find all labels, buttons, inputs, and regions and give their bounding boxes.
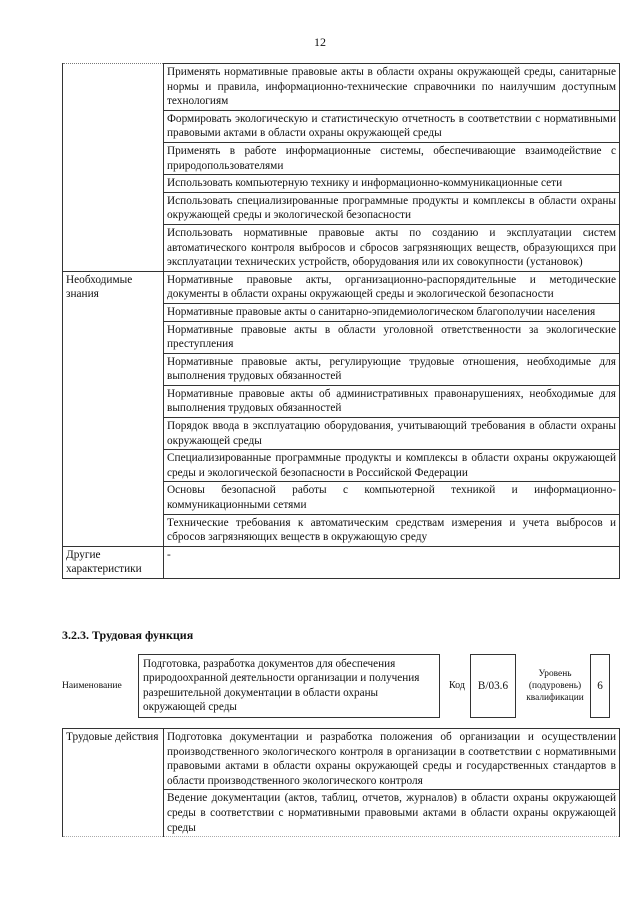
- level-value: 6: [591, 655, 610, 718]
- table-row: [63, 64, 620, 111]
- skill-cell: Использовать специализированные программные продукты и комплексы в области охраны окружающей среды и экологической безопасности: [164, 192, 620, 224]
- section-title: 3.2.3. Трудовая функция: [62, 628, 194, 642]
- knowledge-label: Необходимые знания: [63, 271, 164, 546]
- knowledge-cell: Порядок ввода в эксплуатацию оборудования, учитывающий требования в области охраны окружающей среды: [164, 418, 620, 450]
- skill-cell: Использовать компьютерную технику и информационно-коммуникационные сети: [164, 175, 620, 193]
- level-label: Уровень (подуровень) квалификации: [526, 668, 584, 703]
- code-value: B/03.6: [471, 655, 516, 718]
- function-header-table: [62, 654, 610, 718]
- knowledge-cell: Технические требования к автоматическим средствам измерения и учета выбросов и сбросов загрязняющих веществ в окружающую среду: [164, 514, 620, 546]
- action-cell: Ведение документации (актов, таблиц, отчетов, журналов) в области охраны окружающей среды в соответствии с нормативными правовыми актами в области охраны окружающей среды: [164, 790, 620, 837]
- knowledge-cell: Нормативные правовые акты об административных правонарушениях, необходимые для выполнения трудовых обязанностей: [164, 385, 620, 417]
- name-label: Наименование: [62, 680, 122, 692]
- skill-cell: Формировать экологическую и статистическую отчетность в соответствии с нормативными правовыми актами в области охраны окружающей среды: [164, 110, 620, 142]
- other-characteristics-label: Другие характеристики: [63, 546, 164, 578]
- requirements-table: [62, 63, 620, 579]
- actions-label: Трудовые действия: [63, 729, 164, 837]
- table-row: [63, 729, 620, 790]
- knowledge-cell: Нормативные правовые акты, регулирующие трудовые отношения, необходимые для выполнения трудовых обязанностей: [164, 353, 620, 385]
- action-cell: Подготовка документации и разработка положения об организации и осуществлении производственного экологического контроля в организации в соответствии с нормативными правовыми актами в области охраны окружающей среды и государственных стандартов в области производственного экологического контроля: [164, 729, 620, 790]
- page-number: 12: [314, 35, 326, 49]
- table-row: [63, 546, 620, 578]
- other-characteristics-value: -: [164, 546, 620, 578]
- empty-label-cell: [63, 64, 164, 272]
- actions-table: [62, 728, 620, 837]
- knowledge-cell: Нормативные правовые акты о санитарно-эпидемиологическом благополучии населения: [164, 303, 620, 321]
- skill-cell: Использовать нормативные правовые акты по созданию и эксплуатации систем автоматического контроля выбросов и сбросов загрязняющих веществ, образующихся при эксплуатации технических устройств, оборудования или их совокупности (установок): [164, 224, 620, 271]
- knowledge-cell: Основы безопасной работы с компьютерной техникой и информационно-коммуникационными сетями: [164, 482, 620, 514]
- code-label: Код: [449, 680, 465, 692]
- skill-cell: Применять в работе информационные системы, обеспечивающие взаимодействие с природопользователями: [164, 142, 620, 174]
- knowledge-cell: Специализированные программные продукты и комплексы в области охраны окружающей среды и экологической безопасности в Российской Федерации: [164, 450, 620, 482]
- function-name-value: Подготовка, разработка документов для обеспечения природоохранной деятельности организации и получения разрешительной документации в области охраны окружающей среды: [139, 655, 440, 718]
- skill-cell: Применять нормативные правовые акты в области охраны окружающей среды, санитарные нормы и правила, информационно-технические справочники по наилучшим доступным технологиям: [164, 64, 620, 111]
- knowledge-cell: Нормативные правовые акты в области уголовной ответственности за экологические преступления: [164, 321, 620, 353]
- knowledge-cell: Нормативные правовые акты, организационно-распорядительные и методические документы в области охраны окружающей среды и экологической безопасности: [164, 271, 620, 303]
- table-row: [63, 271, 620, 303]
